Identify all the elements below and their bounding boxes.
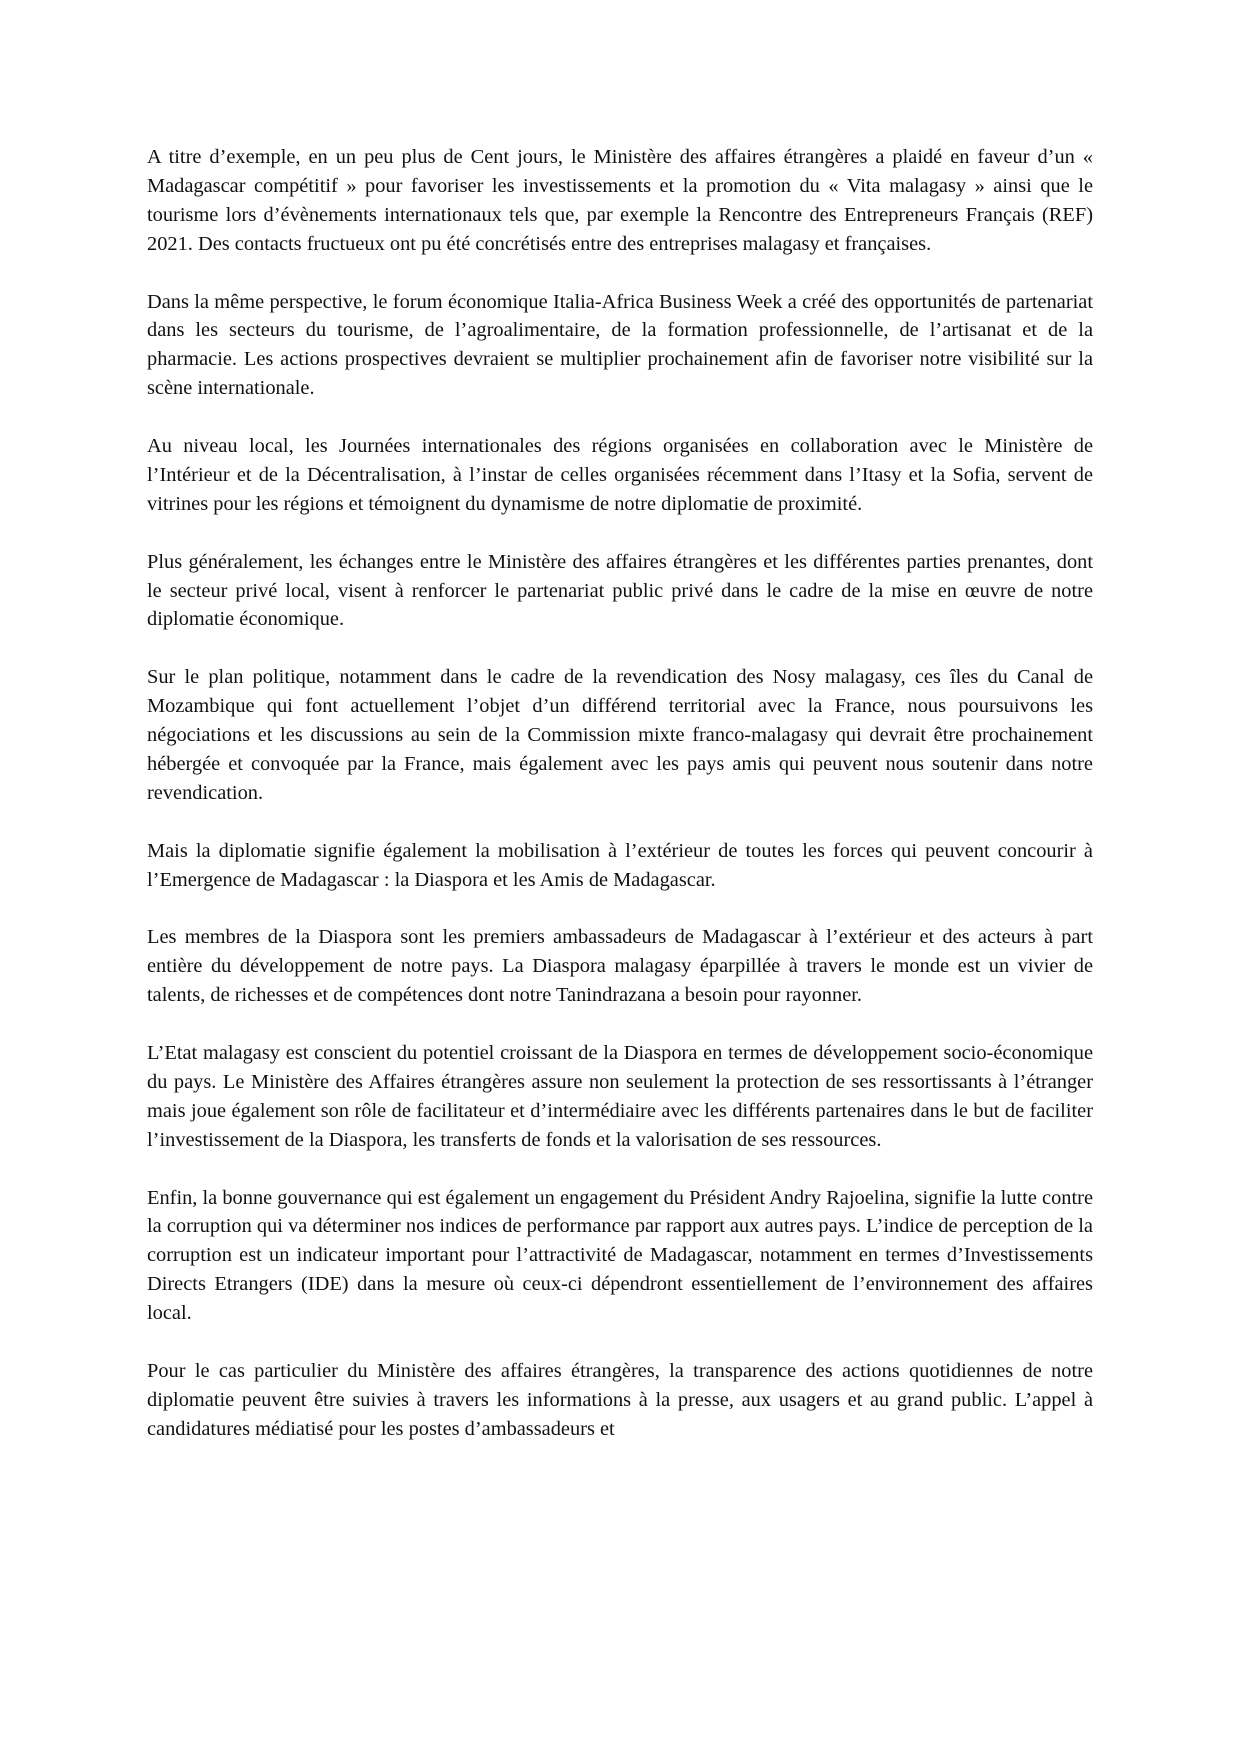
paragraph-membres-diaspora: Les membres de la Diaspora sont les premiers ambassadeurs de Madagascar à l’extérieur et des acteurs à part entière du développement de notre pays. La Diaspora malagasy éparpillée à travers le monde est un vivier de talents, de richesses et de compétences dont notre Tanindrazana a besoin pour rayonner. [147,926,1093,1007]
paragraph-transparence: Pour le cas particulier du Ministère des affaires étrangères, la transparence des actions quotidiennes de notre diplomatie peuvent être suivies à travers les informations à la presse, aux usagers et au grand public. L’appel à candidatures médiatisé pour les postes d’ambassadeurs et [147,1359,1093,1440]
paragraph-nosy-malagasy: Sur le plan politique, notamment dans le cadre de la revendication des Nosy malagasy, ces îles du Canal de Mozambique qui font actuellement l’objet d’un différend territorial avec la France, nous poursuivons les négociations et les discussions au sein de la Commission mixte franco-malagasy qui devrait être prochainement hébergée et convoquée par la France, mais également avec les pays amis qui peuvent nous soutenir dans notre revendication. [147,666,1093,804]
paragraph-etat-malagasy: L’Etat malagasy est conscient du potentiel croissant de la Diaspora en termes de développement socio-économique du pays. Le Ministère des Affaires étrangères assure non seulement la protection de ses ressortissants à l’étranger mais joue également son rôle de facilitateur et d’intermédiaire avec les différents partenaires dans le but de faciliter l’investissement de la Diaspora, les transferts de fonds et la valorisation de ses ressources. [147,1041,1093,1151]
paragraph-italia-africa: Dans la même perspective, le forum économique Italia-Africa Business Week a créé des opportunités de partenariat dans les secteurs du tourisme, de l’agroalimentaire, de la formation professionnelle, de l’artisanat et de la pharmacie. Les actions prospectives devraient se multiplier prochainement afin de favoriser notre visibilité sur la scène internationale. [147,290,1093,400]
paragraph-bonne-gouvernance: Enfin, la bonne gouvernance qui est également un engagement du Président Andry Rajoelina, signifie la lutte contre la corruption qui va déterminer nos indices de performance par rapport aux autres pays. L’indice de perception de la corruption est un indicateur important pour l’attractivité de Madagascar, notamment en termes d’Investissements Directs Etrangers (IDE) dans la mesure où ceux-ci dépendront essentiellement de l’environnement des affaires local. [147,1186,1093,1325]
paragraph-echanges-secteur-prive: Plus généralement, les échanges entre le Ministère des affaires étrangères et les différentes parties prenantes, dont le secteur privé local, visent à renforcer le partenariat public privé dans le cadre de la mise en œuvre de notre diplomatie économique. [147,550,1093,631]
paragraph-journees-regions: Au niveau local, les Journées internationales des régions organisées en collaboration avec le Ministère de l’Intérieur et de la Décentralisation, à l’instar de celles organisées récemment dans l’Itasy et la Sofia, servent de vitrines pour les régions et témoignent du dynamisme de notre diplomatie de proximité. [147,435,1093,515]
paragraph-mobilisation-diaspora: Mais la diplomatie signifie également la mobilisation à l’extérieur de toutes les forces qui peuvent concourir à l’Emergence de Madagascar : la Diaspora et les Amis de Madagascar. [147,839,1093,891]
paragraph-exemple-cent-jours: A titre d’exemple, en un peu plus de Cent jours, le Ministère des affaires étrangères a plaidé en faveur d’un « Madagascar compétitif » pour favoriser les investissements et la promotion du « Vita malagasy » ainsi que le tourisme lors d’évènements internationaux tels que, par exemple la Rencontre des Entrepreneurs Français (REF) 2021. Des contacts fructueux ont pu été concrétisés entre des entreprises malagasy et françaises. [147,146,1093,255]
document-body [147,143,1093,1444]
